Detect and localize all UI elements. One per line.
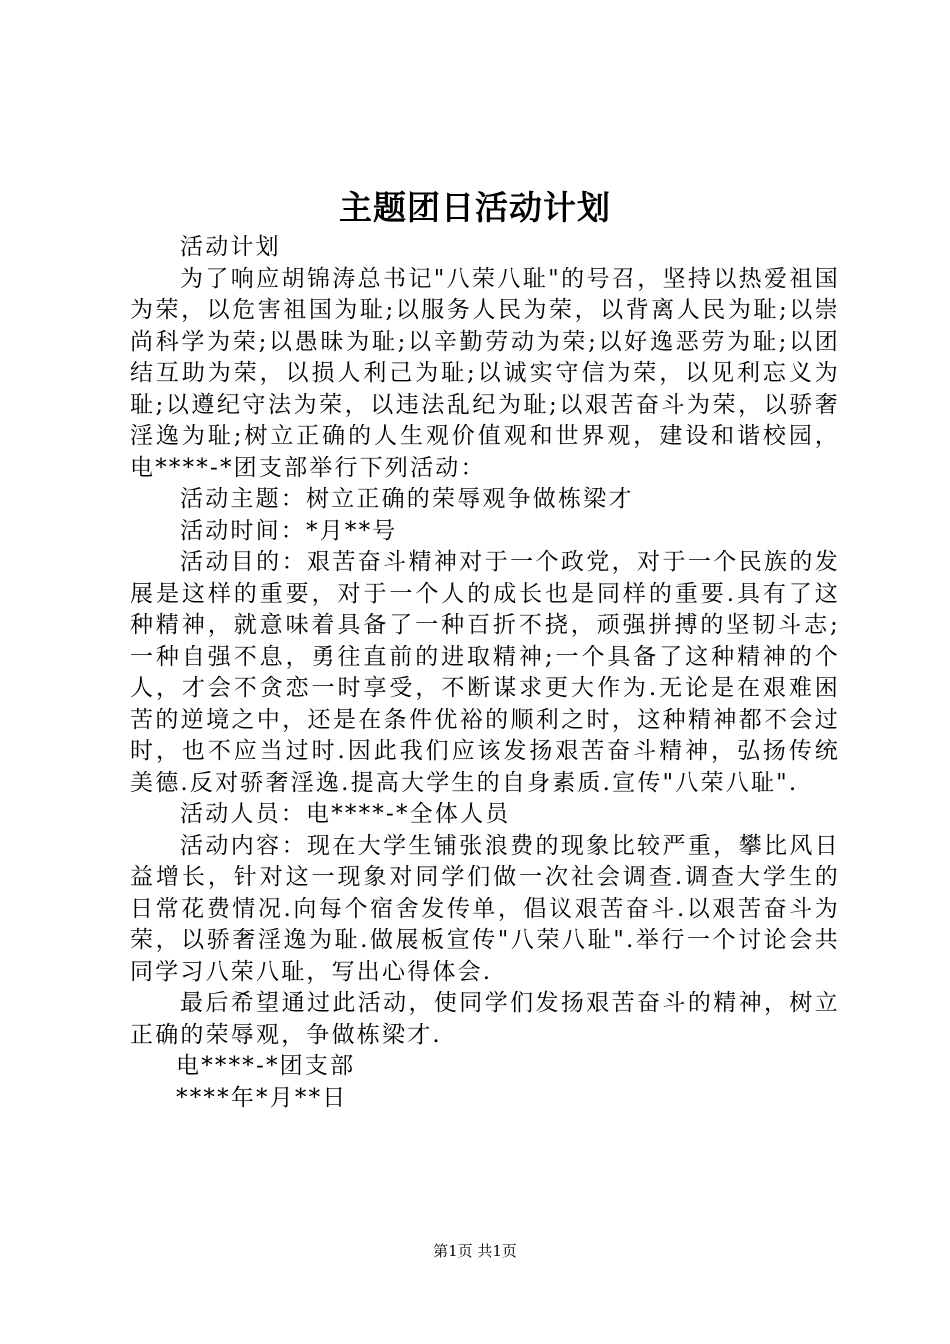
- paragraph-theme: 活动主题：树立正确的荣辱观争做栋梁才: [180, 486, 634, 512]
- paragraph-participants: 活动人员：电****-*全体人员: [180, 801, 511, 827]
- paragraph-closing: 最后希望通过此活动，使同学们发扬艰苦奋斗的精神，树立正确的荣辱观，争做栋梁才.: [130, 990, 840, 1048]
- signature-organization: 电****-*团支部: [176, 1053, 356, 1079]
- paragraph-intro: 为了响应胡锦涛总书记"八荣八耻"的号召，坚持以热爱祖国为荣，以危害祖国为耻;以服务人民为荣，以背离人民为耻;以崇尚科学为荣;以愚昧为耻;以辛勤劳动为荣;以好逸恶劳为耻;以团结互助为荣，以损人利己为耻;以诚实守信为荣，以见利忘义为耻;以遵纪守法为荣，以违法乱纪为耻;以艰苦奋斗为荣，以骄奢淫逸为耻;树立正确的人生观价值观和世界观，建设和谐校园，电****-*团支部举行下列活动：: [130, 265, 840, 481]
- document-body: [130, 232, 840, 1114]
- signature-date: ****年*月**日: [176, 1084, 348, 1111]
- paragraph-time: 活动时间：*月**号: [180, 517, 398, 544]
- paragraph-purpose: 活动目的：艰苦奋斗精神对于一个政党，对于一个民族的发展是这样的重要，对于一个人的成长也是同样的重要.具有了这种精神，就意味着具备了一种百折不挠，顽强拼搏的坚韧斗志;一种自强不息，勇往直前的进取精神;一个具备了这种精神的个人，才会不贪恋一时享受，不断谋求更大作为.无论是在艰难困苦的逆境之中，还是在条件优裕的顺利之时，这种精神都不会过时，也不应当过时.因此我们应该发扬艰苦奋斗精神，弘扬传统美德.反对骄奢淫逸.提高大学生的自身素质.宣传"八荣八耻".: [130, 549, 840, 796]
- page-footer: 第1页 共1页: [433, 1242, 517, 1260]
- document-title: 主题团日活动计划: [339, 188, 611, 227]
- paragraph-heading: 活动计划: [180, 234, 281, 260]
- paragraph-content: 活动内容：现在大学生铺张浪费的现象比较严重，攀比风日益增长，针对这一现象对同学们做一次社会调查.调查大学生的日常花费情况.向每个宿舍发传单，倡议艰苦奋斗.以艰苦奋斗为荣，以骄奢淫逸为耻.做展板宣传"八荣八耻".举行一个讨论会共同学习八荣八耻，写出心得体会.: [130, 832, 840, 985]
